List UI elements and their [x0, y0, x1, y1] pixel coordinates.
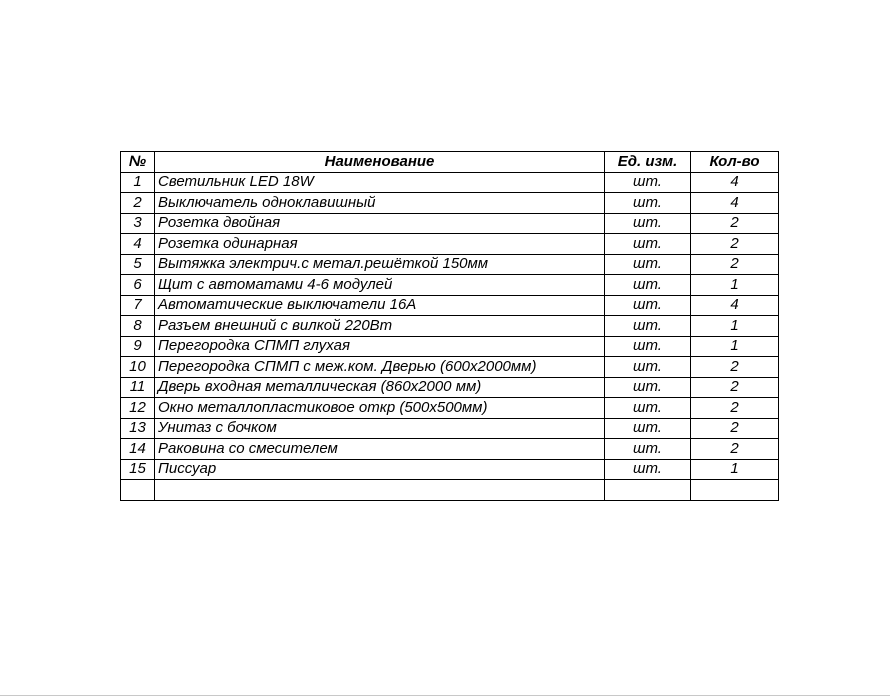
- cell-name: Светильник LED 18W: [155, 172, 605, 193]
- cell-num: 6: [121, 275, 155, 296]
- cell-name: Щит с автоматами 4-6 модулей: [155, 275, 605, 296]
- cell-num: 11: [121, 377, 155, 398]
- cell-num: 8: [121, 316, 155, 337]
- table-row: [121, 295, 779, 316]
- cell-qty: 1: [691, 336, 779, 357]
- cell-unit: шт.: [605, 254, 691, 275]
- cell-name: Автоматические выключатели 16А: [155, 295, 605, 316]
- cell-qty: 4: [691, 172, 779, 193]
- cell-unit: шт.: [605, 439, 691, 460]
- cell-num: 15: [121, 459, 155, 480]
- cell-name: Розетка одинарная: [155, 234, 605, 255]
- table-row-empty: [121, 480, 779, 501]
- cell-qty: 4: [691, 295, 779, 316]
- cell-name-empty: [155, 480, 605, 501]
- cell-unit: шт.: [605, 316, 691, 337]
- table-row: [121, 193, 779, 214]
- cell-num: 1: [121, 172, 155, 193]
- cell-num: 13: [121, 418, 155, 439]
- cell-name: Розетка двойная: [155, 213, 605, 234]
- header-qty: Кол-во: [691, 152, 779, 173]
- cell-unit: шт.: [605, 275, 691, 296]
- cell-name: Дверь входная металлическая (860х2000 мм): [155, 377, 605, 398]
- cell-num: 12: [121, 398, 155, 419]
- table-row: [121, 275, 779, 296]
- cell-unit-empty: [605, 480, 691, 501]
- cell-qty: 2: [691, 398, 779, 419]
- cell-unit: шт.: [605, 418, 691, 439]
- cell-qty: 2: [691, 234, 779, 255]
- cell-qty: 2: [691, 213, 779, 234]
- cell-name: Окно металлопластиковое откр (500х500мм): [155, 398, 605, 419]
- table-row: [121, 336, 779, 357]
- specification-table: [120, 151, 779, 501]
- cell-name: Перегородка СПМП глухая: [155, 336, 605, 357]
- cell-unit: шт.: [605, 357, 691, 378]
- table-row: [121, 316, 779, 337]
- table-row: [121, 398, 779, 419]
- header-name: Наименование: [155, 152, 605, 173]
- table-row: [121, 439, 779, 460]
- table-row: [121, 172, 779, 193]
- cell-num: 9: [121, 336, 155, 357]
- cell-num: 14: [121, 439, 155, 460]
- cell-num: 4: [121, 234, 155, 255]
- cell-qty: 2: [691, 418, 779, 439]
- cell-unit: шт.: [605, 172, 691, 193]
- cell-num: 5: [121, 254, 155, 275]
- cell-name: Перегородка СПМП с меж.ком. Дверью (600х2000мм): [155, 357, 605, 378]
- cell-qty: 2: [691, 254, 779, 275]
- cell-qty: 1: [691, 275, 779, 296]
- cell-qty: 1: [691, 316, 779, 337]
- cell-num-empty: [121, 480, 155, 501]
- cell-unit: шт.: [605, 459, 691, 480]
- table-body: [121, 172, 779, 500]
- cell-num: 3: [121, 213, 155, 234]
- page-bottom-divider: [0, 695, 890, 696]
- table-row: [121, 213, 779, 234]
- table-row: [121, 254, 779, 275]
- cell-num: 10: [121, 357, 155, 378]
- header-row: [121, 152, 779, 173]
- cell-unit: шт.: [605, 377, 691, 398]
- cell-num: 7: [121, 295, 155, 316]
- header-unit: Ед. изм.: [605, 152, 691, 173]
- cell-qty-empty: [691, 480, 779, 501]
- table-row: [121, 357, 779, 378]
- cell-qty: 2: [691, 377, 779, 398]
- cell-name: Разъем внешний с вилкой 220Вт: [155, 316, 605, 337]
- table-row: [121, 377, 779, 398]
- cell-unit: шт.: [605, 193, 691, 214]
- cell-qty: 2: [691, 439, 779, 460]
- cell-name: Унитаз с бочком: [155, 418, 605, 439]
- cell-name: Вытяжка электрич.с метал.решёткой 150мм: [155, 254, 605, 275]
- cell-qty: 2: [691, 357, 779, 378]
- cell-name: Раковина со смесителем: [155, 439, 605, 460]
- header-num: №: [121, 152, 155, 173]
- table-header: [121, 152, 779, 173]
- cell-name: Выключатель одноклавишный: [155, 193, 605, 214]
- cell-num: 2: [121, 193, 155, 214]
- table-row: [121, 418, 779, 439]
- cell-name: Писсуар: [155, 459, 605, 480]
- cell-qty: 4: [691, 193, 779, 214]
- table-row: [121, 234, 779, 255]
- cell-unit: шт.: [605, 234, 691, 255]
- cell-qty: 1: [691, 459, 779, 480]
- cell-unit: шт.: [605, 398, 691, 419]
- cell-unit: шт.: [605, 295, 691, 316]
- cell-unit: шт.: [605, 336, 691, 357]
- table-row: [121, 459, 779, 480]
- cell-unit: шт.: [605, 213, 691, 234]
